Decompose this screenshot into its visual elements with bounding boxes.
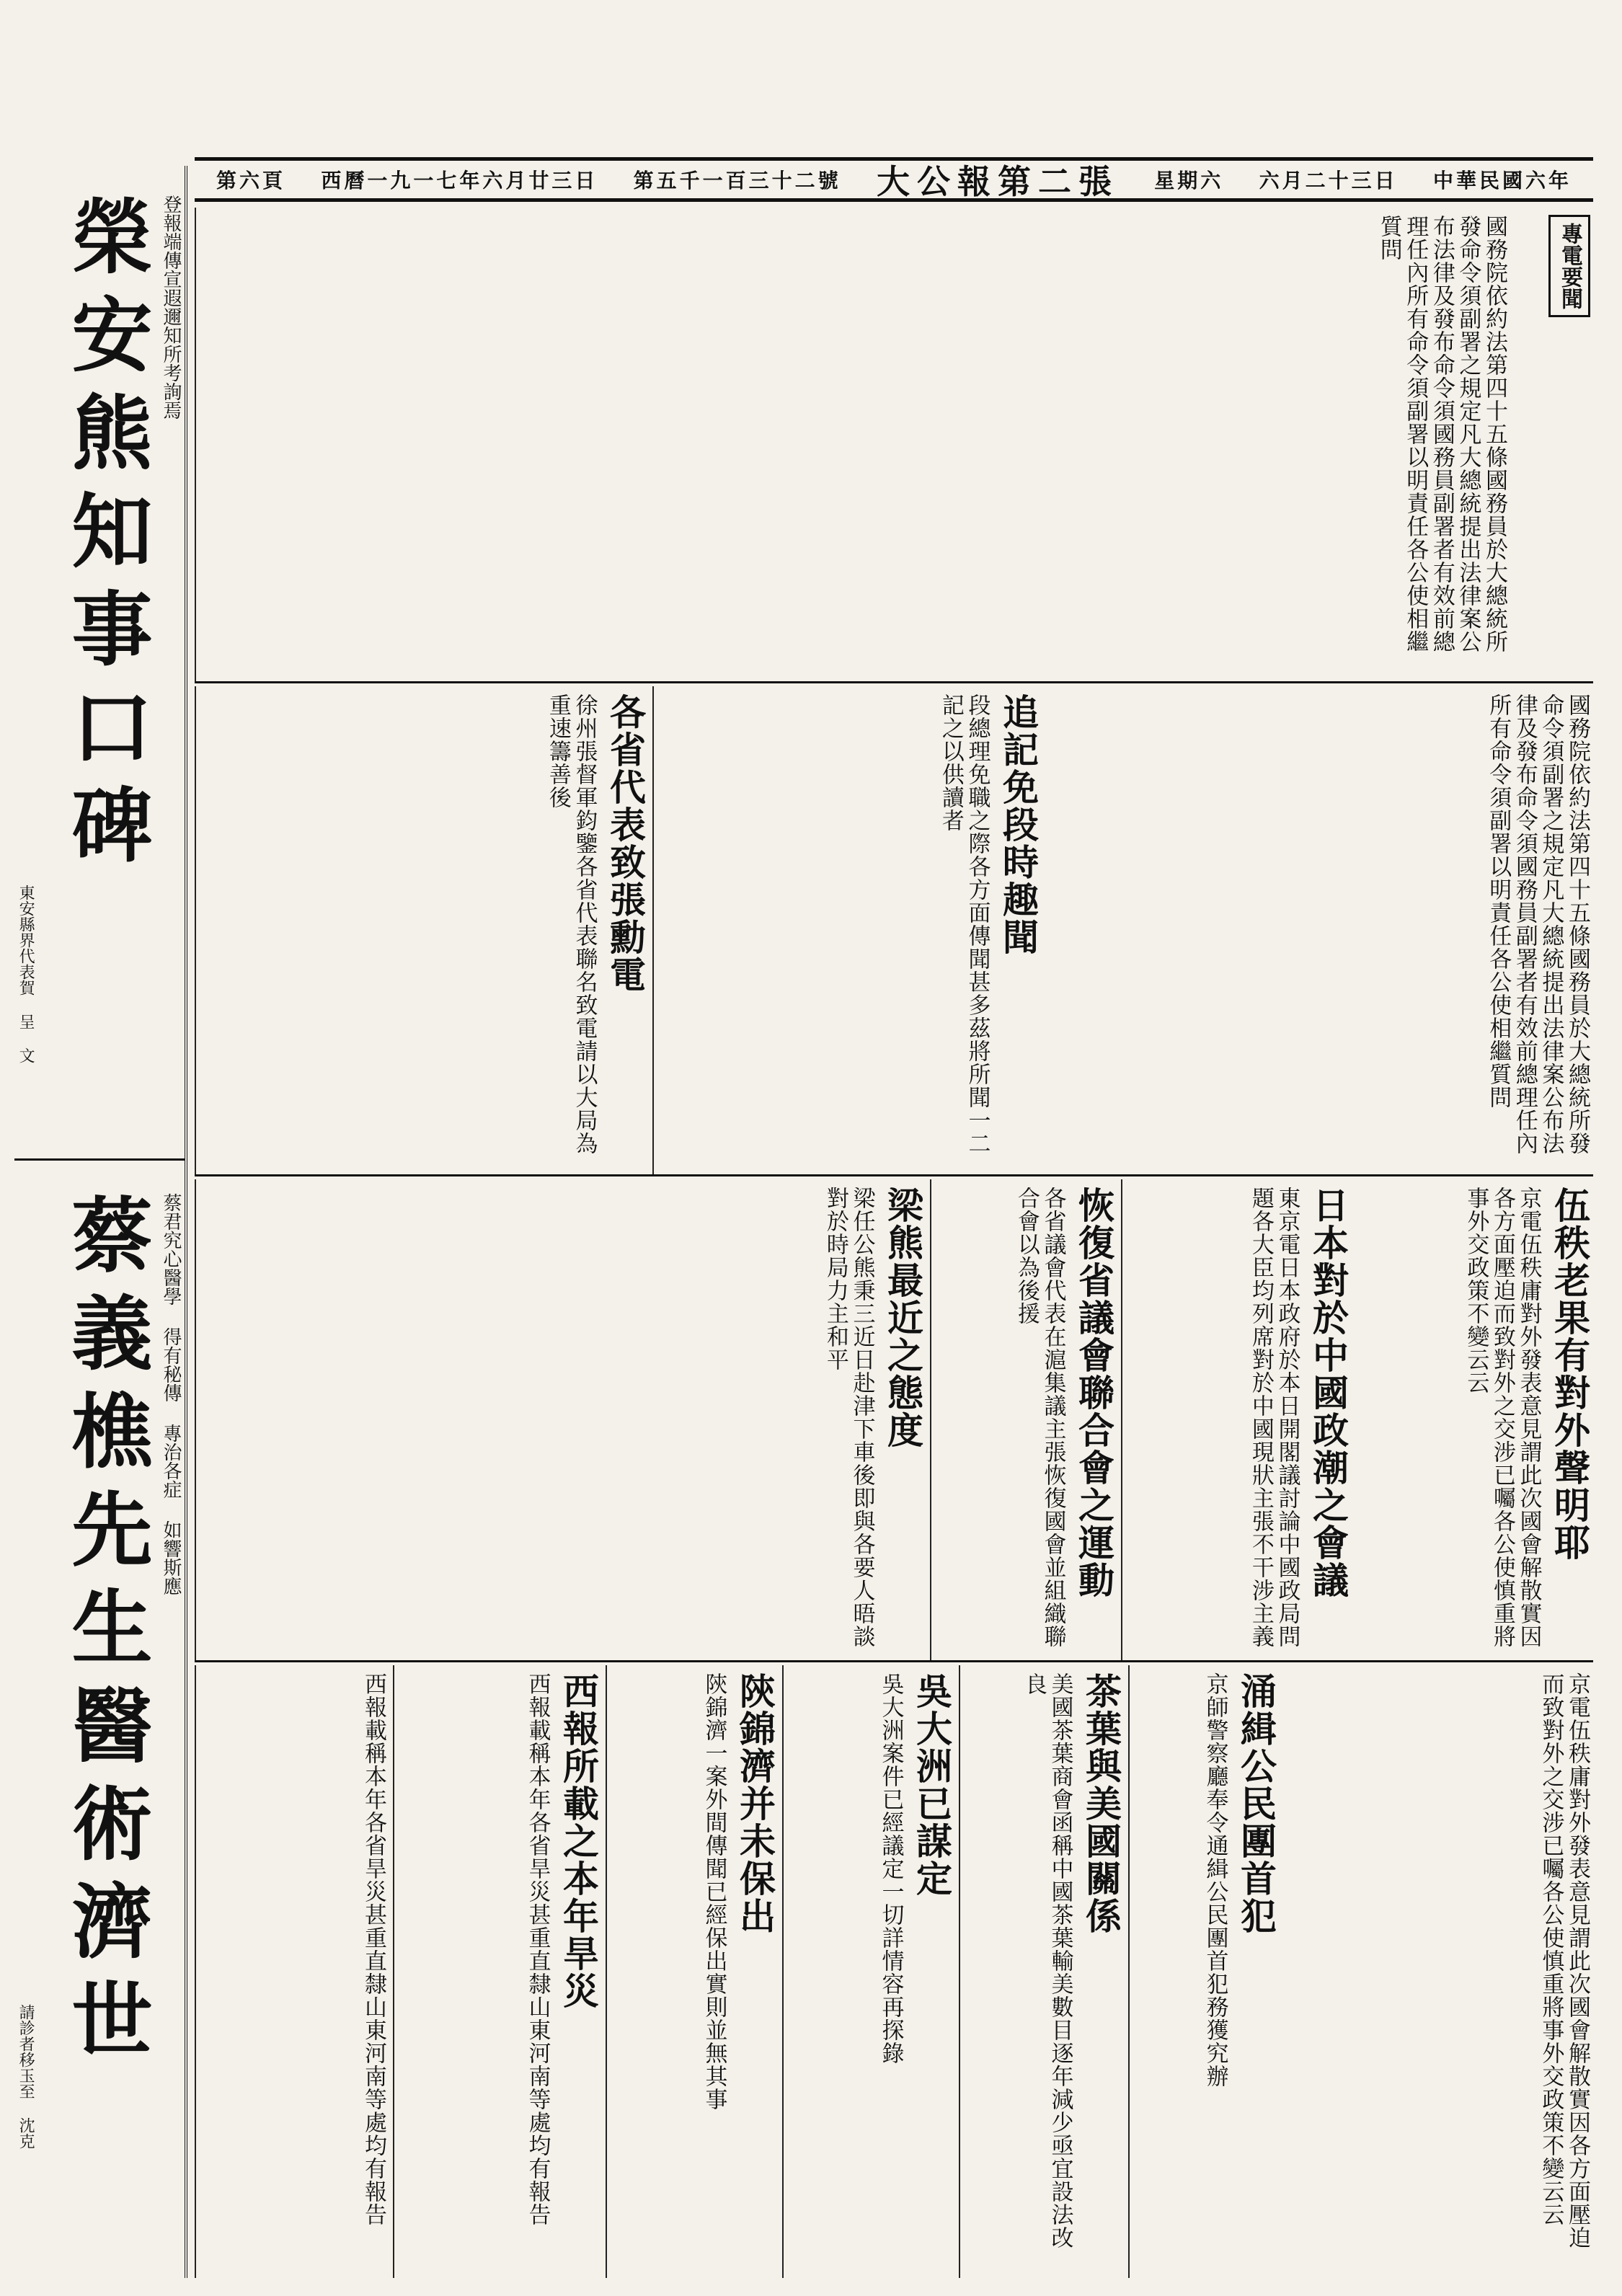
advertisement-cai: [14, 1164, 185, 2278]
article: [959, 1665, 1125, 2278]
article: [1128, 1665, 1280, 2278]
weekday: 星期六: [1154, 169, 1224, 192]
ad-title: 蔡義樵先生醫術濟世: [58, 1193, 153, 2075]
issue-number: 第五千一百三十二號: [633, 169, 841, 192]
article-headline: 伍秩老果有對外聲明耶: [1548, 1187, 1591, 1561]
page-number: 第六頁: [216, 169, 286, 192]
paper-title: 大公報第二張: [876, 162, 1119, 201]
news-band-1: [195, 208, 1593, 683]
article-headline: 各省代表致張勳電: [604, 693, 647, 993]
article-headline: 追記免段時趣聞: [997, 693, 1040, 956]
date-mid: 六月二十三日: [1259, 169, 1398, 192]
article: [782, 1665, 955, 2278]
article-headline: 吳大洲已謀定: [910, 1672, 953, 1897]
article-headline: 日本對於中國政潮之會議: [1307, 1187, 1350, 1599]
article-body: 梁任公熊秉三近日赴津下車後即與各要人晤談對於時局力主和平: [822, 1187, 875, 1648]
article: [1355, 1179, 1593, 1660]
article: [195, 208, 1510, 681]
article-headline: 陝錦濟并未保出: [734, 1672, 776, 1935]
date-left: 中華民國六年: [1432, 169, 1572, 192]
article-headline: 涌緝公民團首犯: [1235, 1672, 1277, 1935]
article: [195, 1665, 389, 2278]
article: [652, 686, 1042, 1174]
news-band-4: [195, 1665, 1593, 2278]
ad-side-text: 蔡君究心醫學 得有秘傳 專治各症 如響斯應: [160, 1193, 182, 1595]
article-headline: 茶葉與美國關係: [1080, 1672, 1122, 1935]
ad-side-text: 登報端傳宣遐邇知所考詢焉: [160, 195, 182, 420]
article: [195, 686, 649, 1174]
article-body: 京師警察廳奉令通緝公民團首犯務獲究辦: [1202, 1672, 1228, 2088]
ad-foot-text: 東安縣界代表賀 呈 文: [17, 885, 35, 1063]
section-header: [1514, 208, 1593, 681]
section-label: 專電要聞: [1548, 215, 1590, 317]
article: [606, 1665, 779, 2278]
article-body: 西報載稱本年各省旱災甚重直隸山東河南等處均有報告: [360, 1672, 386, 2226]
article-body: 各省議會代表在滬集議主張恢復國會並組織聯合會以為後援: [1013, 1187, 1066, 1648]
advertisement-xiong: [14, 166, 185, 1161]
article-body: 西報載稱本年各省旱災甚重直隸山東河南等處均有報告: [524, 1672, 551, 2226]
article-headline: 梁熊最近之態度: [882, 1187, 924, 1449]
article-body: 國務院依約法第四十五條國務員於大總統所發命令須副署之規定凡大總統提出法律案公布法律及發布命令須國務員副署者有效前總理任內所有命令須副署以明責任各公使相繼質問: [1485, 693, 1590, 1155]
article-body: 段總理免職之際各方面傳聞甚多茲將所聞一二記之以供讀者: [937, 693, 991, 1155]
masthead: [195, 157, 1593, 202]
article-body: 京電伍秩庸對外發表意見謂此次國會解散實因各方面壓迫而致對外之交涉已囑各公使慎重將事外交政策不變云云: [1463, 1187, 1542, 1648]
article-body: 徐州張督軍鈞鑒各省代表聯名致電請以大局為重速籌善後: [544, 693, 598, 1155]
article: [930, 1179, 1117, 1660]
article-body: 美國茶葉商會函稱中國茶葉輸美數目逐年減少亟宜設法改良: [1020, 1672, 1073, 2249]
article-body: 陝錦濟一案外間傳聞已經保出實則並無其事: [701, 1672, 727, 2111]
article: [1283, 1665, 1593, 2278]
article: [1121, 1179, 1352, 1660]
article-body: 吳大洲案件已經議定一切詳情容再探錄: [877, 1672, 904, 2065]
article-headline: 西報所載之本年旱災: [557, 1672, 600, 2010]
article: [1045, 686, 1593, 1174]
advertisement-column: [14, 166, 187, 2278]
article-body: 國務院依約法第四十五條國務員於大總統所發命令須副署之規定凡大總統提出法律案公布法律及發布命令須國務員副署者有效前總理任內所有命令須副署以明責任各公使相繼質問: [1375, 215, 1507, 653]
ad-title: 榮安熊知事口碑: [58, 195, 153, 881]
news-band-3: [195, 1179, 1593, 1662]
article: [195, 1179, 926, 1660]
news-band-2: [195, 686, 1593, 1176]
article-headline: 恢復省議會聯合會之運動: [1073, 1187, 1115, 1599]
article-body: 東京電日本政府於本日開閣議討論中國政局問題各大臣均列席對於中國現狀主張不干涉主義: [1247, 1187, 1300, 1648]
article-body: 京電伍秩庸對外發表意見謂此次國會解散實因各方面壓迫而致對外之交涉已囑各公使慎重將事外交政策不變云云: [1538, 1672, 1590, 2249]
western-date: 西曆一九一七年六月廿三日: [321, 169, 598, 192]
ad-foot-text: 請診者移玉至 沈克: [17, 2004, 35, 2149]
article: [393, 1665, 602, 2278]
